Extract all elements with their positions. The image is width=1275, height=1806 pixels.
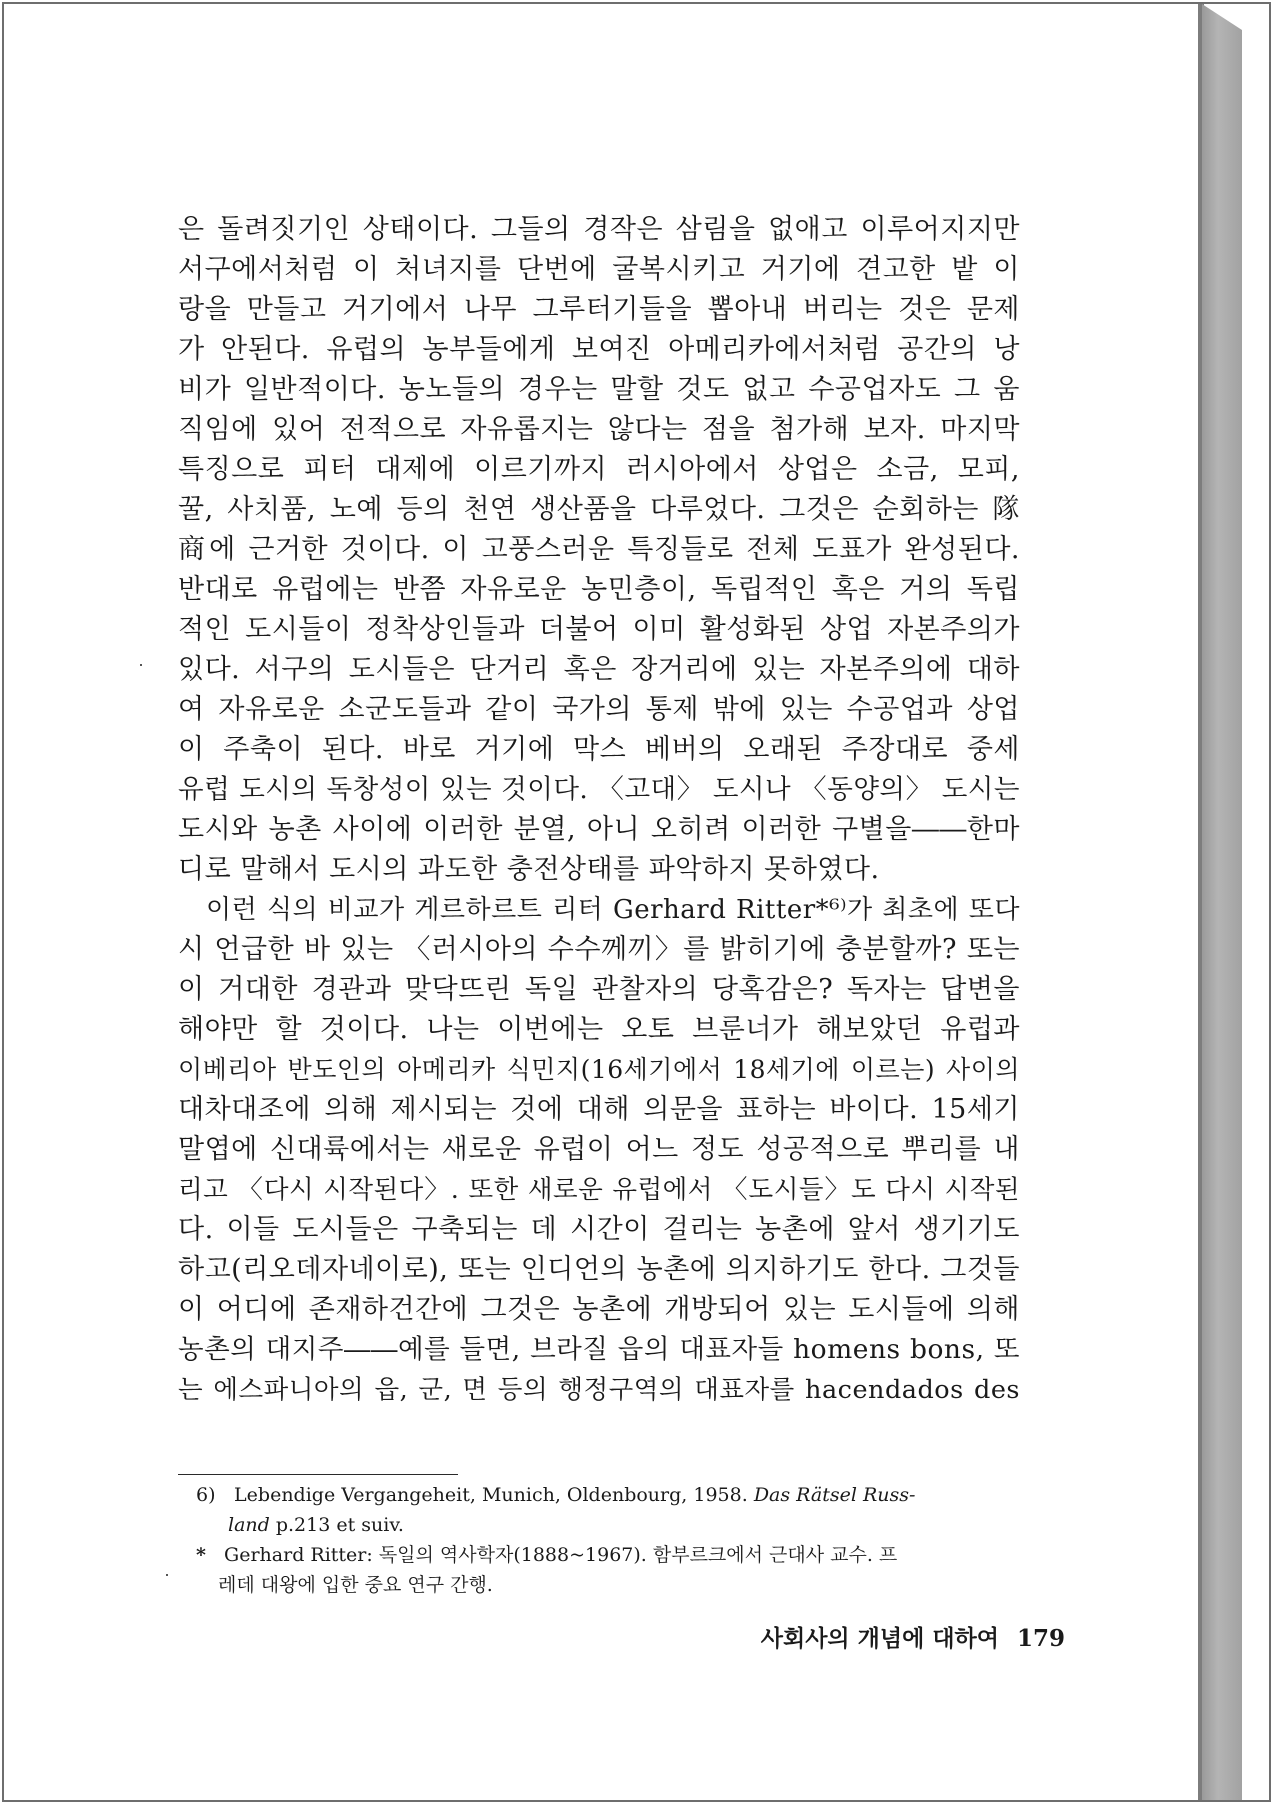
footnote-marker: 6): [196, 1484, 216, 1506]
running-footer: [761, 1620, 1065, 1653]
body-line: 도시와 농촌 사이에 이러한 분열, 아니 오히려 이러한 구별을――한마: [178, 814, 1020, 845]
page-edge: [1202, 4, 1242, 1800]
body-line: 서구에서처럼 이 처녀지를 단번에 굴복시키고 거기에 견고한 밭 이: [178, 254, 1020, 285]
body-line: 있다. 서구의 도시들은 단거리 혹은 장거리에 있는 자본주의에 대하: [178, 654, 1020, 685]
footnotes: [196, 1480, 1016, 1600]
footnote-star: [196, 1540, 1016, 1600]
body-line: 여 자유로운 소군도들과 같이 국가의 통제 밖에 있는 수공업과 상업: [178, 694, 1020, 725]
footnote-book-title: Das Rätsel Russ-: [753, 1484, 916, 1506]
body-line: 이 어디에 존재하건간에 그것은 농촌에 개방되어 있는 도시들에 의해: [178, 1294, 1020, 1325]
footnote-star-marker: *: [196, 1544, 206, 1566]
body-line: 적인 도시들이 정착상인들과 더불어 이미 활성화된 상업 자본주의가: [178, 614, 1020, 645]
scan-speck: [166, 1574, 168, 1576]
body-line: 해야만 할 것이다. 나는 이번에는 오토 브룬너가 해보았던 유럽과: [178, 1014, 1020, 1045]
body-line: 다. 이들 도시들은 구축되는 데 시간이 걸리는 농촌에 앞서 생기기도: [178, 1214, 1020, 1245]
body-line: 은 돌려짓기인 상태이다. 그들의 경작은 삼림을 없애고 이루어지지만: [178, 214, 1020, 245]
body-line: 商에 근거한 것이다. 이 고풍스러운 특징들로 전체 도표가 완성된다.: [178, 534, 1020, 565]
body-text: [178, 210, 1020, 1410]
body-line: 시 언급한 바 있는 〈러시아의 수수께끼〉를 밝히기에 충분할까? 또는: [178, 934, 1020, 965]
body-line: 특징으로 피터 대제에 이르기까지 러시아에서 상업은 소금, 모피,: [178, 454, 1020, 485]
body-line: 랑을 만들고 거기에서 나무 그루터기들을 뽑아내 버리는 것은 문제: [178, 294, 1020, 325]
page-number: 179: [1016, 1625, 1065, 1652]
footnote-6: [196, 1480, 1016, 1540]
body-line: 말엽에 신대륙에서는 새로운 유럽이 어느 정도 성공적으로 뿌리를 내: [178, 1134, 1020, 1165]
body-line-paragraph-start: 이런 식의 비교가 게르하르트 리터 Gerhard Ritter*⁶⁾가 최초에 또다: [206, 895, 1020, 925]
body-line: 꿀, 사치품, 노예 등의 천연 생산품을 다루었다. 그것은 순회하는 隊: [178, 494, 1020, 525]
body-line: 하고(리오데자네이로), 또는 인디언의 농촌에 의지하기도 한다. 그것들: [178, 1254, 1020, 1285]
body-line: 반대로 유럽에는 반쯤 자유로운 농민층이, 독립적인 혹은 거의 독립: [178, 574, 1020, 605]
footnote-page-ref: p.213 et suiv.: [275, 1514, 404, 1536]
footnote-text: 레데 대왕에 입한 중요 연구 간행.: [218, 1574, 493, 1596]
body-line: 는 에스파니아의 읍, 군, 면 등의 행정구역의 대표자를 hacendados des: [178, 1375, 1020, 1405]
footnote-divider: [178, 1474, 458, 1475]
body-line-paragraph-end: 디로 말해서 도시의 과도한 충전상태를 파악하지 못하였다.: [178, 854, 880, 885]
body-line: 대차대조에 의해 제시되는 것에 대해 의문을 표하는 바이다. 15세기: [178, 1094, 1020, 1125]
footnote-text: Lebendige Vergangeheit, Munich, Oldenbourg, 1958.: [234, 1484, 748, 1506]
running-footer-title: 사회사의 개념에 대하여: [760, 1625, 999, 1652]
footnote-text: Gerhard Ritter: 독일의 역사학자(1888~1967). 함부르크에서 근대사 교수. 프: [224, 1544, 898, 1566]
scan-speck: [140, 664, 142, 666]
body-line: 이 거대한 경관과 맞닥뜨린 독일 관찰자의 당혹감은? 독자는 답변을: [178, 974, 1020, 1005]
body-line: 비가 일반적이다. 농노들의 경우는 말할 것도 없고 수공업자도 그 움: [178, 374, 1020, 405]
body-line: 가 안된다. 유럽의 농부들에게 보여진 아메리카에서처럼 공간의 낭: [178, 334, 1020, 365]
body-line: 리고 〈다시 시작된다〉. 또한 새로운 유럽에서 〈도시들〉도 다시 시작된: [178, 1175, 1020, 1205]
body-line: 이 주축이 된다. 바로 거기에 막스 베버의 오래된 주장대로 중세: [178, 734, 1020, 765]
body-line: 이베리아 반도인의 아메리카 식민지(16세기에서 18세기에 이르는) 사이의: [178, 1055, 1020, 1084]
body-line: 유럽 도시의 독창성이 있는 것이다. 〈고대〉 도시나 〈동양의〉 도시는: [178, 774, 1020, 805]
footnote-book-title-cont: land: [228, 1514, 270, 1536]
body-line: 농촌의 대지주――예를 들면, 브라질 읍의 대표자들 homens bons, 또: [178, 1334, 1020, 1365]
body-line: 직임에 있어 전적으로 자유롭지는 않다는 점을 첨가해 보자. 마지막: [178, 414, 1020, 445]
